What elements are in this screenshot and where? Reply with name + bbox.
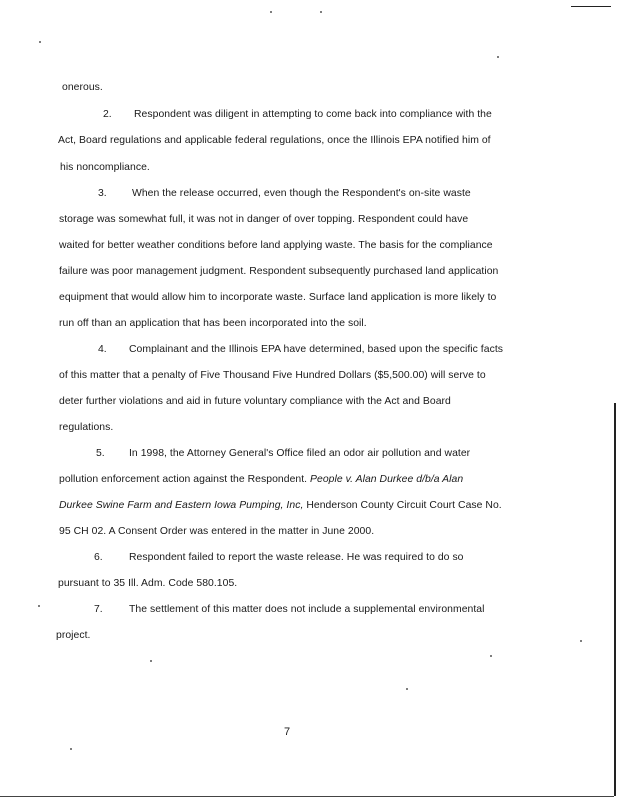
scan-edge-line-top (571, 6, 611, 7)
scan-speck (39, 41, 41, 43)
scan-edge-line-bottom (0, 796, 614, 797)
case-caption-part-1: People v. Alan Durkee d/b/a Alan (310, 474, 464, 485)
paragraph-6-number: 6. (94, 552, 103, 563)
scan-speck (497, 56, 499, 58)
paragraph-5-number: 5. (96, 448, 105, 459)
paragraph-3-number: 3. (98, 188, 107, 199)
paragraph-7-line-1: The settlement of this matter does not include a supplemental environmental (129, 604, 485, 615)
paragraph-4-line-1: Complainant and the Illinois EPA have determined, based upon the specific facts (129, 344, 504, 355)
paragraph-5-line-2-text: pollution enforcement action against the Respondent. (59, 474, 311, 485)
scan-speck (70, 748, 72, 750)
paragraph-3-line-3: waited for better weather conditions before land applying waste. The basis for the compliance (59, 240, 493, 251)
paragraph-3-line-5: equipment that would allow him to incorporate waste. Surface land application is more likely to (59, 292, 497, 303)
paragraph-7-line-2: project. (56, 630, 91, 641)
scan-speck (38, 605, 40, 607)
paragraph-2-number: 2. (103, 109, 112, 120)
paragraph-3-line-6: run off than an application that has been incorporated into the soil. (59, 318, 367, 329)
paragraph-5-line-2 (59, 473, 463, 486)
paragraph-2-line-2: Act, Board regulations and applicable federal regulations, once the Illinois EPA notified him of (58, 135, 491, 146)
scan-speck (490, 655, 492, 657)
scan-edge-line-right (614, 403, 616, 796)
paragraph-6-line-2: pursuant to 35 Ill. Adm. Code 580.105. (58, 578, 238, 589)
scan-speck (580, 640, 582, 642)
paragraph-5-line-1: In 1998, the Attorney General's Office filed an odor air pollution and water (129, 448, 471, 459)
scan-speck (270, 11, 272, 13)
case-caption-part-2: Durkee Swine Farm and Eastern Iowa Pumping, Inc, (59, 500, 304, 511)
paragraph-2-line-3: his noncompliance. (60, 162, 150, 173)
continuation-fragment: onerous. (62, 82, 103, 93)
scan-speck (320, 11, 322, 13)
paragraph-4-line-4: regulations. (59, 422, 114, 433)
paragraph-3-line-2: storage was somewhat full, it was not in danger of over topping. Respondent could have (59, 214, 469, 225)
scan-speck (150, 660, 152, 662)
paragraph-4-line-2: of this matter that a penalty of Five Thousand Five Hundred Dollars ($5,500.00) will serve to (59, 370, 486, 381)
paragraph-3-line-4: failure was poor management judgment. Respondent subsequently purchased land application (59, 266, 499, 277)
paragraph-7-number: 7. (94, 604, 103, 615)
paragraph-3-line-1: When the release occurred, even though the Respondent's on-site waste (132, 188, 471, 199)
paragraph-5-line-3-text: Henderson County Circuit Court Case No. (303, 500, 502, 511)
paragraph-6-line-1: Respondent failed to report the waste release. He was required to do so (129, 552, 464, 563)
paragraph-4-number: 4. (98, 344, 107, 355)
paragraph-5-line-4: 95 CH 02. A Consent Order was entered in the matter in June 2000. (59, 526, 375, 537)
paragraph-5-line-3 (59, 499, 502, 512)
page-number: 7 (284, 726, 291, 738)
paragraph-4-line-3: deter further violations and aid in future voluntary compliance with the Act and Board (59, 396, 451, 407)
scan-speck (406, 688, 408, 690)
paragraph-2-line-1: Respondent was diligent in attempting to come back into compliance with the (134, 109, 492, 120)
